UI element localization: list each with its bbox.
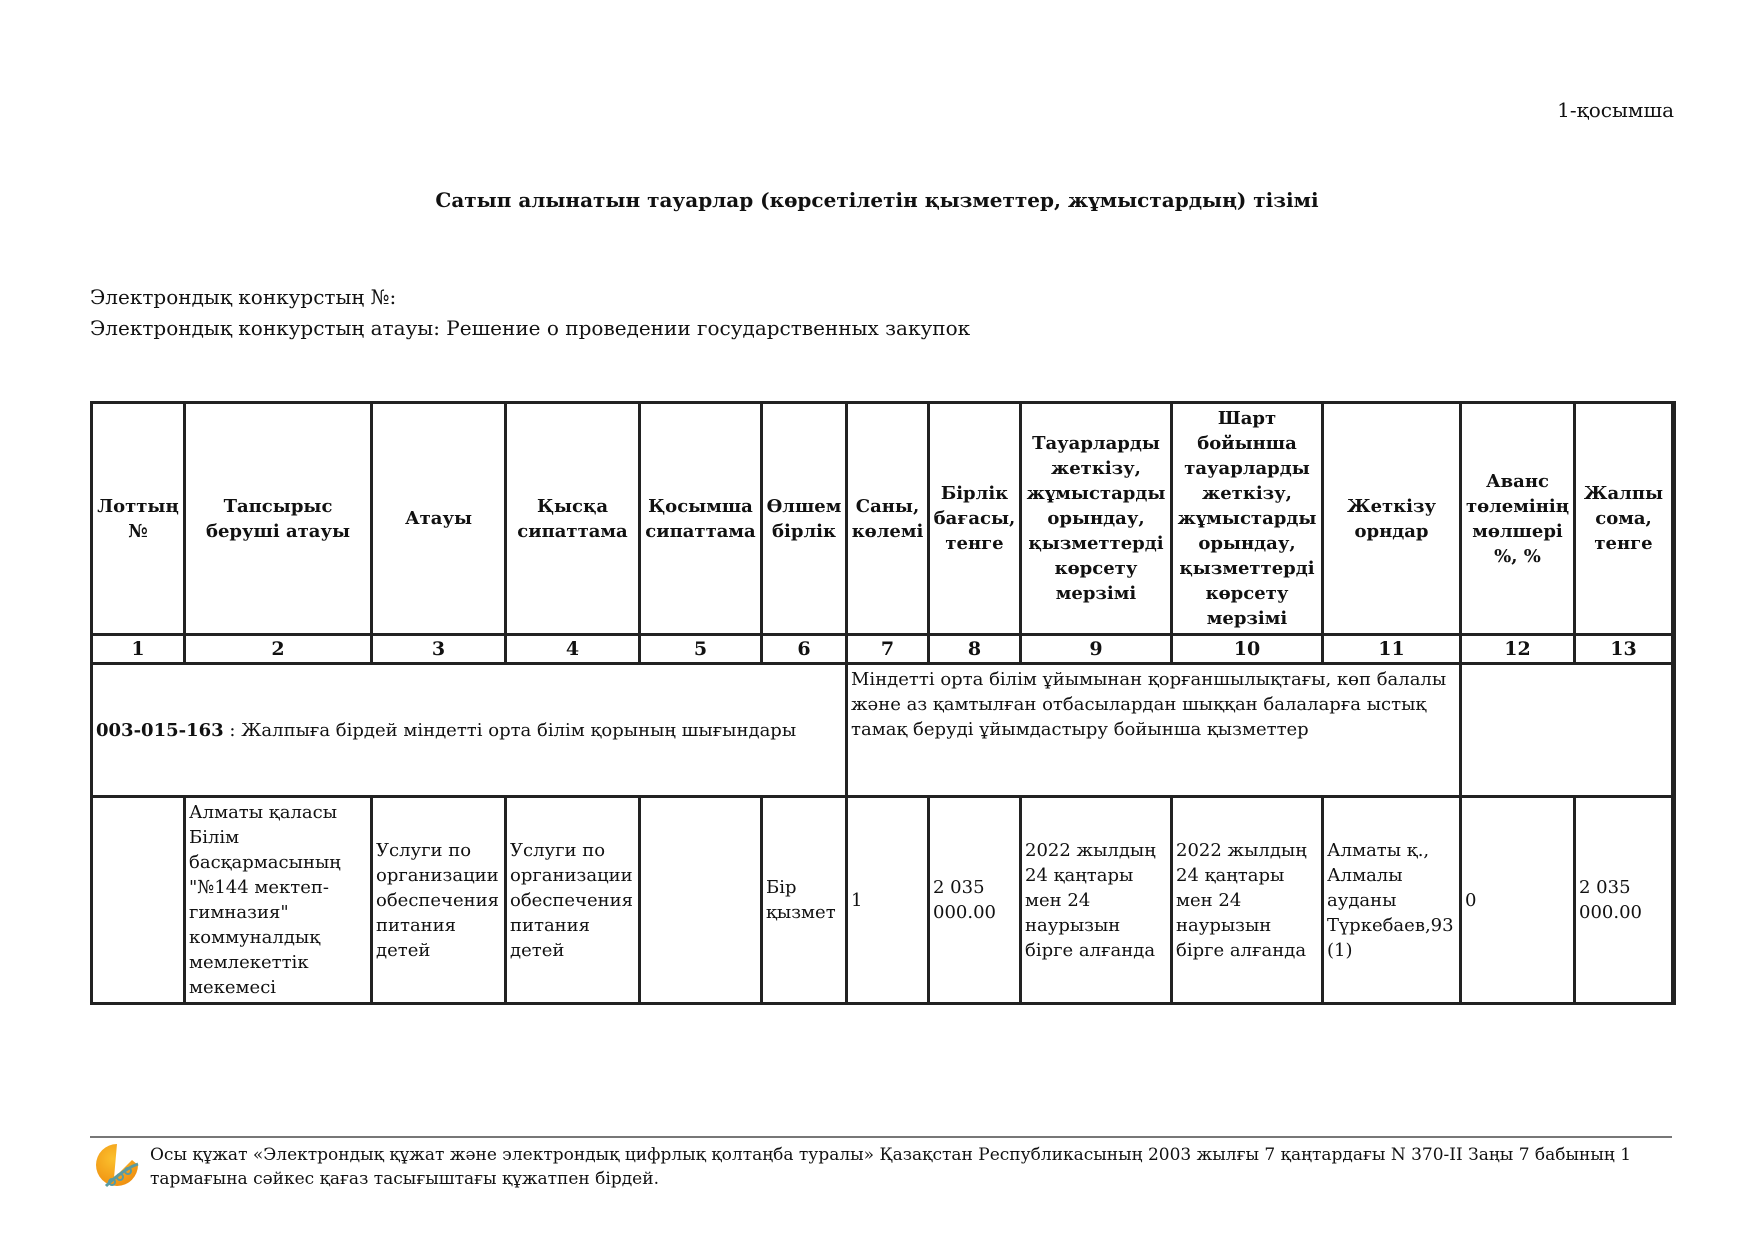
cell-delivery-place: Алматы қ., Алмалы ауданы Түркебаев,93 (1)	[1323, 797, 1461, 1004]
budget-program-separator: :	[223, 719, 242, 741]
column-header-lot-no: Лоттың №	[92, 403, 185, 635]
column-number: 11	[1323, 635, 1461, 664]
column-number: 13	[1575, 635, 1674, 664]
column-header-contract-term: Шарт бойынша тауарларды жеткізу, жұмыстарды орындау, қызметтерді көрсету мерзімі	[1172, 403, 1323, 635]
column-number: 12	[1461, 635, 1575, 664]
legal-notice: Осы құжат «Электрондық құжат және электрондық цифрлық қолтаңба туралы» Қазақстан Республикасының 2003 жылғы 7 қаңтардағы N 370-II Заңы 7 бабының 1 тармағына сәйкес қағаз тасығыштағы құжатпен бірдей.	[150, 1145, 1632, 1189]
budget-program-name: Жалпыға бірдей міндетті орта білім қорының шығындары	[241, 719, 797, 741]
document-title: Сатып алынатын тауарлар (көрсетілетін қызметтер, жұмыстардың) тізімі	[435, 188, 1319, 212]
cell-lot-no	[92, 797, 185, 1004]
cell-name: Услуги по организации обеспечения питания детей	[372, 797, 506, 1004]
header-row	[92, 403, 1674, 635]
budget-group-row	[92, 664, 1674, 797]
egov-sun-logo-icon	[92, 1140, 142, 1190]
budget-program-code: 003-015-163	[96, 719, 224, 741]
column-header-total: Жалпы сома, тенге	[1575, 403, 1674, 635]
budget-program-extra	[1461, 664, 1674, 797]
column-header-customer: Тапсырыс беруші атауы	[185, 403, 372, 635]
column-header-name: Атауы	[372, 403, 506, 635]
column-number: 4	[506, 635, 640, 664]
column-number-row	[92, 635, 1674, 664]
column-header-extra-desc: Қосымша сипаттама	[640, 403, 762, 635]
cell-customer: Алматы қаласы Білім басқармасының "№144 мектеп-гимназия" коммуналдық мемлекеттік мекемесі	[185, 797, 372, 1004]
column-header-qty: Саны, көлемі	[847, 403, 929, 635]
cell-total: 2 035 000.00	[1575, 797, 1674, 1004]
contest-number-label: Электрондық конкурстың №:	[90, 285, 397, 309]
column-header-unit: Өлшем бірлік	[762, 403, 847, 635]
lots-table	[90, 401, 1676, 1005]
table-row	[92, 797, 1674, 1004]
footer-divider	[90, 1136, 1672, 1138]
cell-unit-price: 2 035 000.00	[929, 797, 1021, 1004]
column-number: 1	[92, 635, 185, 664]
column-number: 9	[1021, 635, 1172, 664]
column-number: 8	[929, 635, 1021, 664]
column-header-short-desc: Қысқа сипаттама	[506, 403, 640, 635]
contest-name-label: Электрондық конкурстың атауы: Решение о проведении государственных закупок	[90, 316, 971, 340]
cell-extra-desc	[640, 797, 762, 1004]
column-header-delivery-place: Жеткізу орндар	[1323, 403, 1461, 635]
cell-delivery-term: 2022 жылдың 24 қаңтары мен 24 наурызын бірге алғанда	[1021, 797, 1172, 1004]
appendix-label: 1-қосымша	[1557, 98, 1674, 122]
cell-short-desc: Услуги по организации обеспечения питания детей	[506, 797, 640, 1004]
column-number: 3	[372, 635, 506, 664]
cell-advance-pct: 0	[1461, 797, 1575, 1004]
column-header-advance-pct: Аванс төлемінің мөлшері %, %	[1461, 403, 1575, 635]
column-number: 10	[1172, 635, 1323, 664]
budget-program-description: Міндетті орта білім ұйымынан қорғаншылықтағы, көп балалы және аз қамтылған отбасылардан шыққан балаларға ыстық тамақ беруді ұйымдастыру бойынша қызметтер	[847, 664, 1461, 797]
column-number: 2	[185, 635, 372, 664]
column-number: 7	[847, 635, 929, 664]
column-header-delivery-term: Тауарларды жеткізу, жұмыстарды орындау, қызметтерді көрсету мерзімі	[1021, 403, 1172, 635]
cell-unit: Бір қызмет	[762, 797, 847, 1004]
column-header-unit-price: Бірлік бағасы, тенге	[929, 403, 1021, 635]
budget-program-cell	[92, 664, 847, 797]
contest-meta	[90, 282, 970, 344]
column-number: 6	[762, 635, 847, 664]
column-number: 5	[640, 635, 762, 664]
cell-qty: 1	[847, 797, 929, 1004]
cell-contract-term: 2022 жылдың 24 қаңтары мен 24 наурызын бірге алғанда	[1172, 797, 1323, 1004]
